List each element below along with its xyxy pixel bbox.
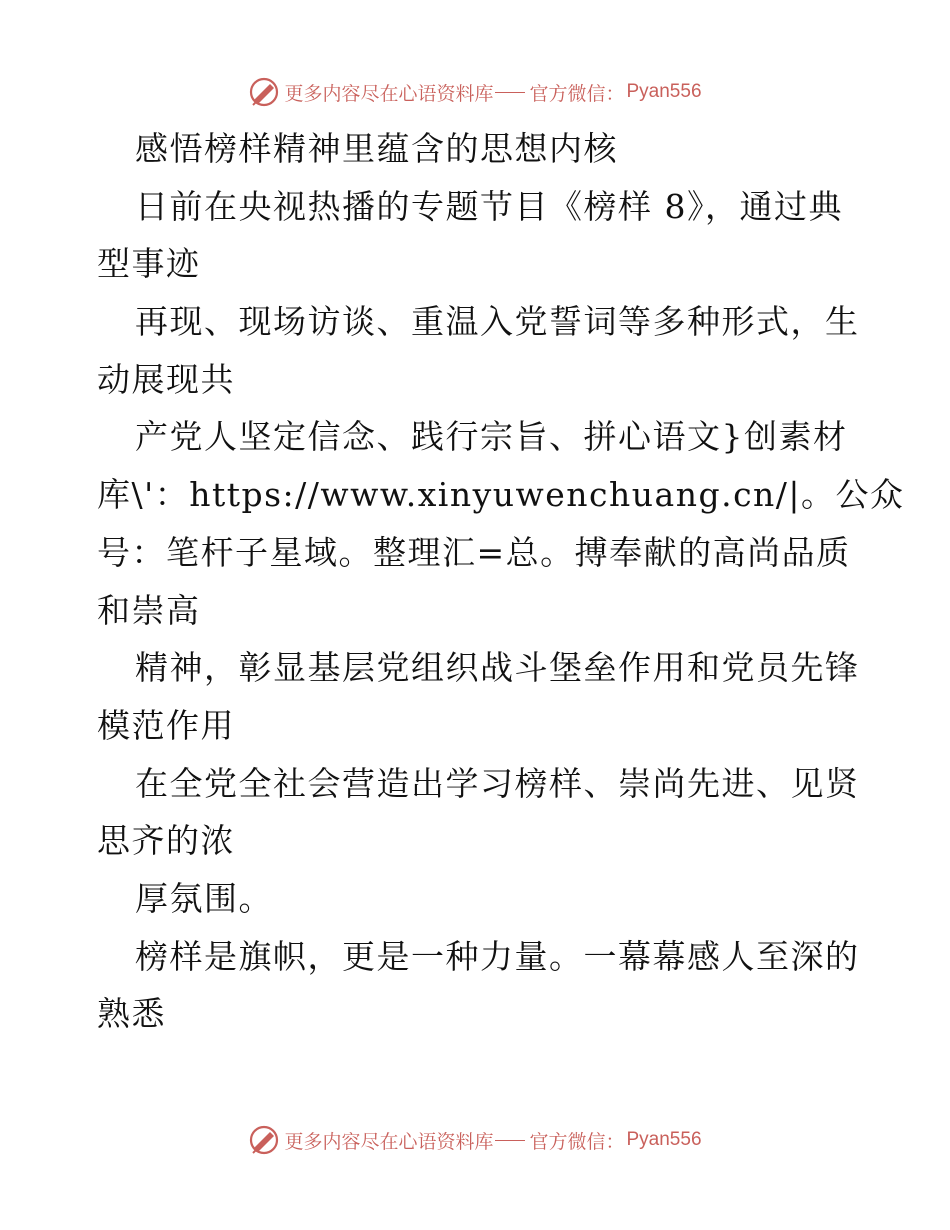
footer-banner	[0, 1120, 950, 1160]
paragraph-line: 产党人坚定信念、践行宗旨、拼心语文}创素材	[135, 417, 848, 457]
paragraph-line: 日前在央视热播的专题节目《榜样 8》，通过典	[135, 186, 843, 226]
document-body	[97, 120, 905, 1043]
paragraph-line: 厚氛围。	[135, 878, 273, 918]
paragraph-line: 型事迹	[97, 244, 201, 284]
banner-text: 更多内容尽在心语资料库	[284, 1130, 494, 1153]
banner-separator	[495, 1140, 525, 1141]
banner-text: 更多内容尽在心语资料库	[284, 82, 494, 105]
banner-separator	[495, 92, 525, 93]
pen-logo-icon	[248, 1124, 280, 1156]
paragraph-line: 熟悉	[97, 994, 166, 1034]
banner-wechat-id: Pyan556	[626, 1129, 702, 1150]
banner-wechat-label: 官方微信：	[529, 82, 625, 105]
paragraph-line: 在全党全社会营造出学习榜样、崇尚先进、见贤	[135, 763, 860, 803]
paragraph-line: 动展现共	[97, 359, 235, 399]
header-banner	[0, 72, 950, 112]
paragraph-line: 再现、现场访谈、重温入党誓词等多种形式，生	[135, 302, 860, 342]
paragraph-line: 和崇高	[97, 590, 201, 630]
paragraph-line: 思齐的浓	[97, 821, 235, 861]
paragraph-line: 精神，彰显基层党组织战斗堡垒作用和党员先锋	[135, 648, 860, 688]
paragraph-line: 模范作用	[97, 705, 235, 745]
document-title: 感悟榜样精神里蕴含的思想内核	[135, 129, 618, 168]
banner-wechat-label: 官方微信：	[529, 1130, 625, 1153]
paragraph-line: 库\'：https://www.xinyuwenchuang.cn/|。公众	[97, 475, 905, 515]
banner-wechat-id: Pyan556	[626, 81, 702, 102]
paragraph-line: 号：笔杆子星域。整理汇=总。搏奉献的高尚品质	[97, 532, 851, 572]
pen-logo-icon	[248, 76, 280, 108]
paragraph-line: 榜样是旗帜，更是一种力量。一幕幕感人至深的	[135, 936, 860, 976]
